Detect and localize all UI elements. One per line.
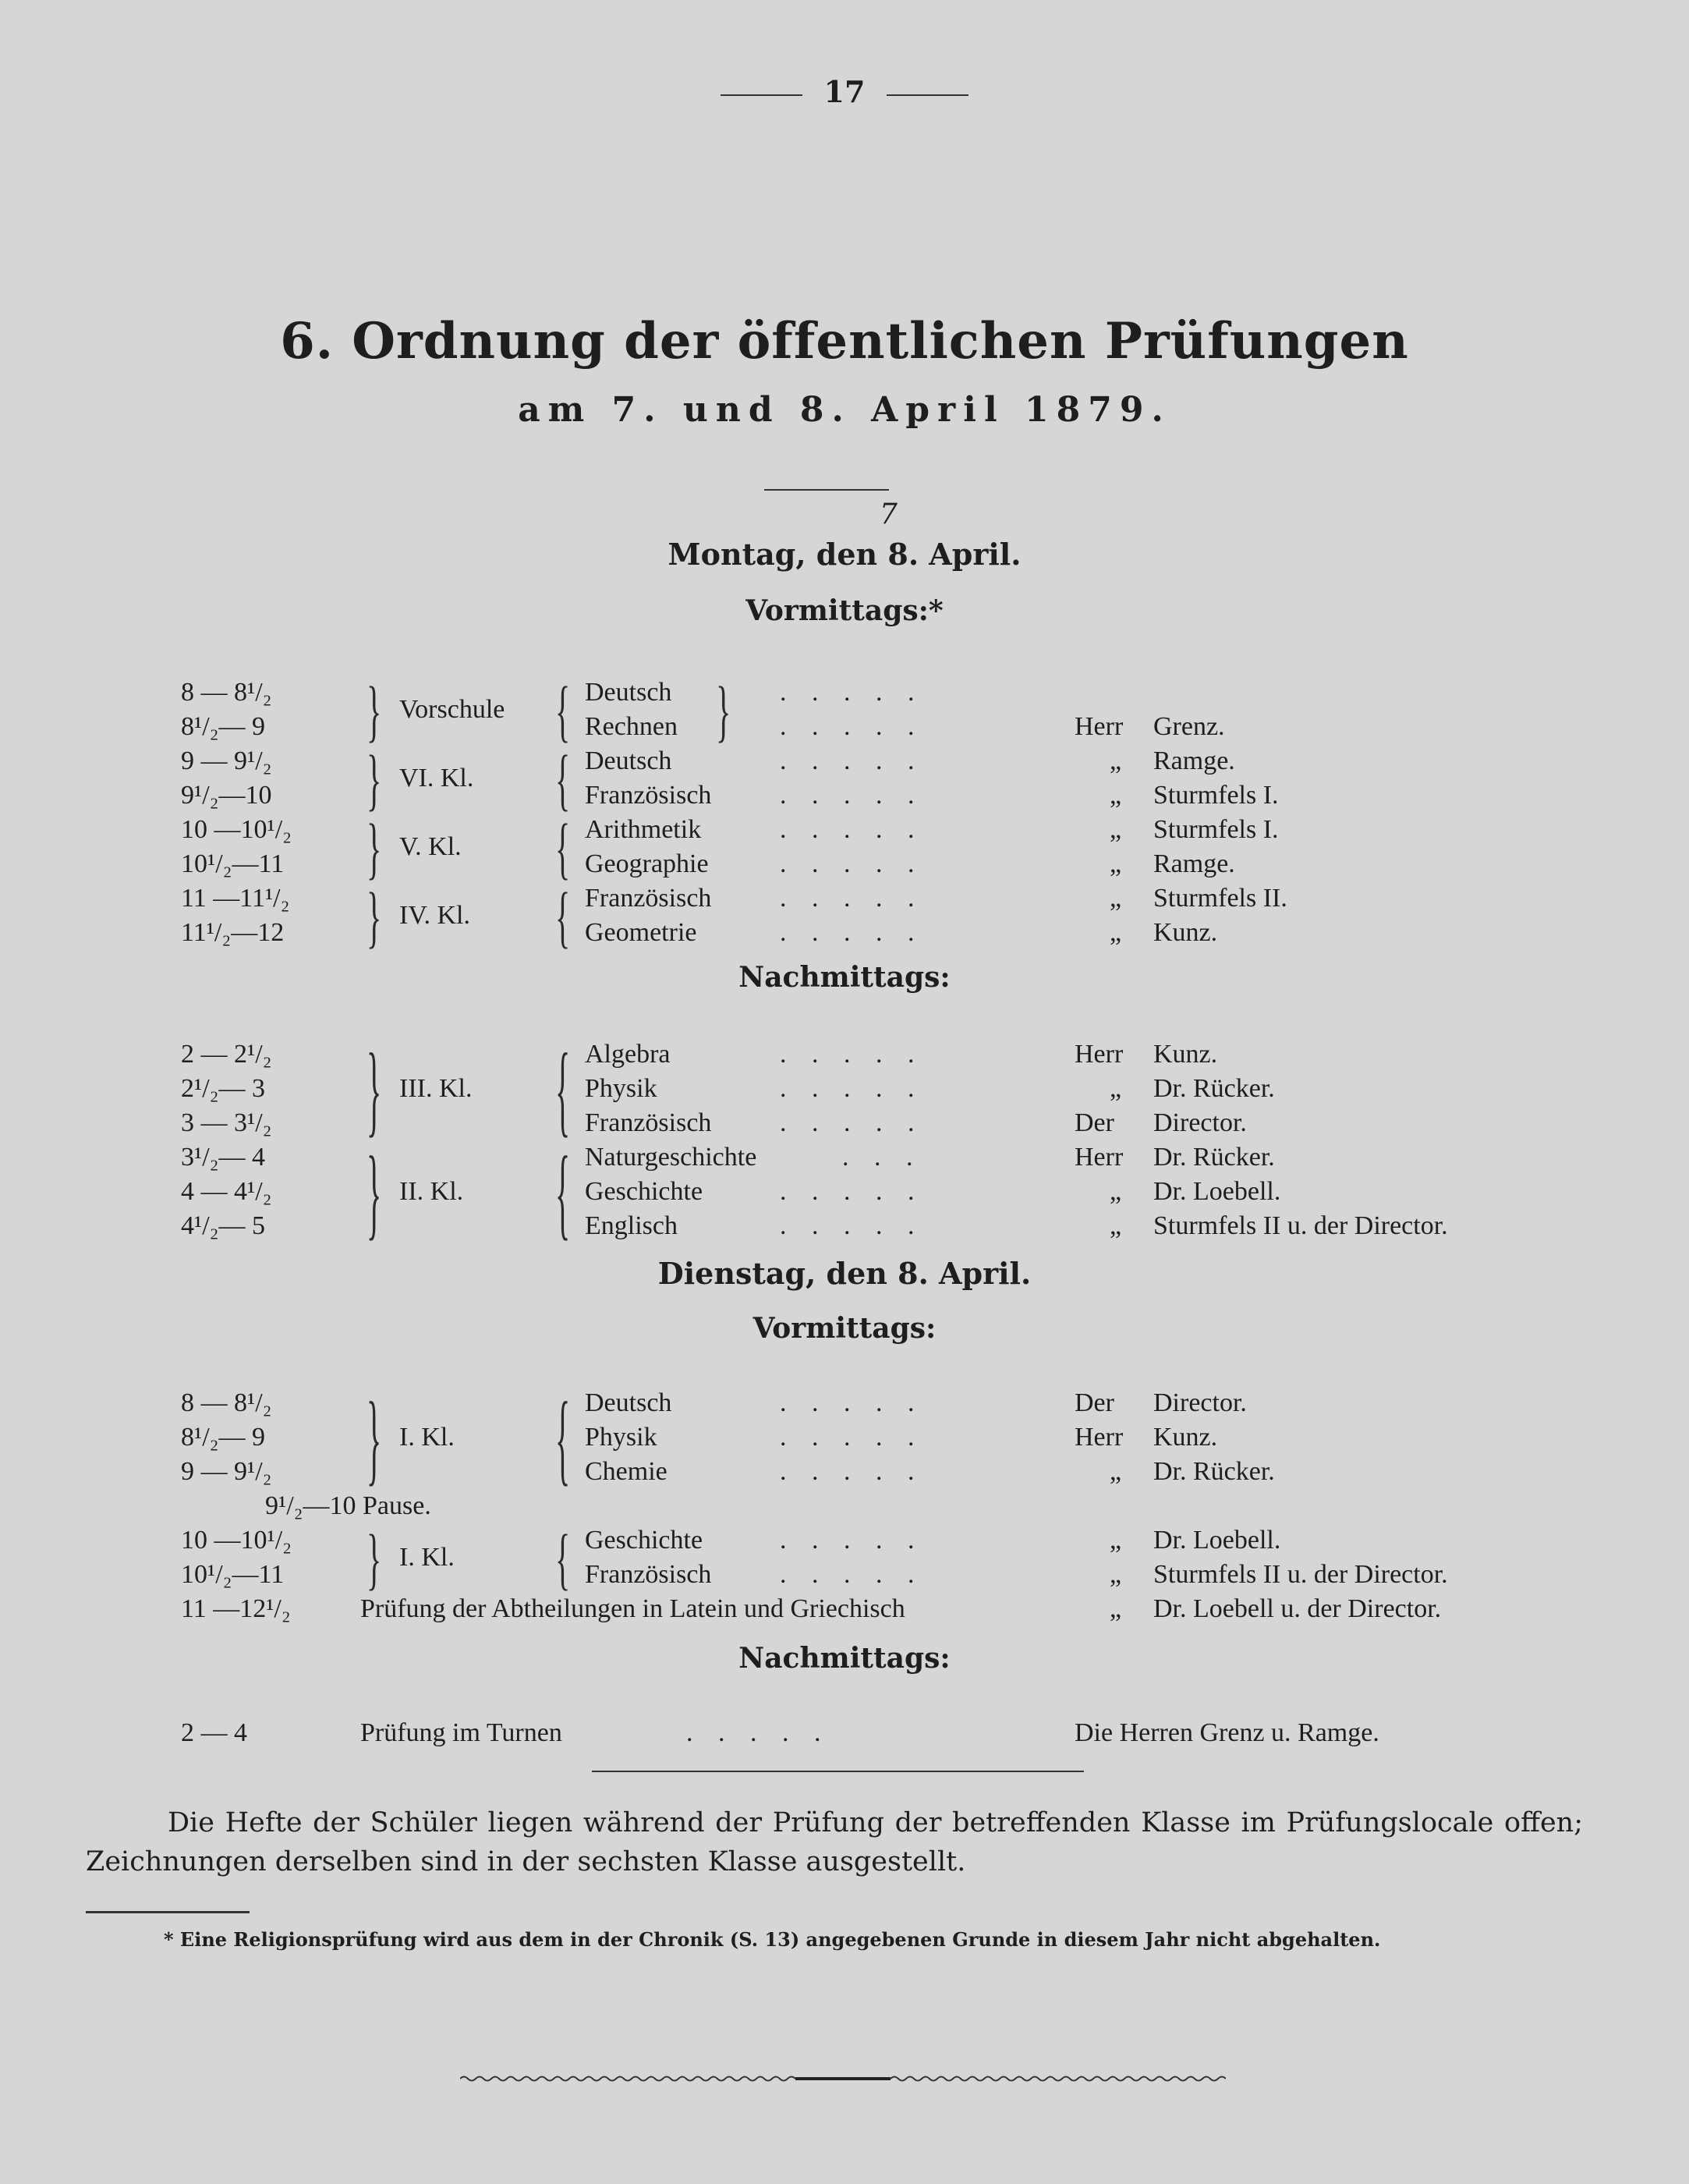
leader-dots: . . . . . <box>780 1074 924 1103</box>
subject-bracket: { <box>555 672 571 750</box>
teacher-prefix: „ <box>1110 1594 1122 1623</box>
subject: Algebra <box>585 1040 671 1069</box>
subject-bracket: { <box>555 1380 571 1496</box>
teacher-prefix: Herr <box>1075 1423 1124 1452</box>
teacher-name: Grenz. <box>1153 712 1225 741</box>
class-label: Vorschule <box>399 695 505 724</box>
teacher-prefix: „ <box>1110 1074 1122 1103</box>
teacher-name: Ramge. <box>1153 746 1235 775</box>
subject: Französisch <box>585 884 712 913</box>
time-slot: 10¹/₂—11 <box>181 849 285 878</box>
leader-dots: . . . . . <box>780 1177 924 1206</box>
time-slot: 3 — 3¹/₂ <box>181 1108 272 1137</box>
class-label: II. Kl. <box>399 1177 464 1206</box>
leader-dots: . . . . . <box>780 1457 924 1486</box>
time-slot: 2 — 2¹/₂ <box>181 1040 272 1069</box>
leader-dots: . . . . . <box>780 849 924 878</box>
leader-dots: . . . <box>842 1143 922 1172</box>
teacher-prefix: „ <box>1110 1560 1122 1589</box>
leader-dots: . . . . . <box>780 1560 924 1589</box>
class-bracket: } <box>366 809 382 887</box>
subject: Physik <box>585 1074 657 1103</box>
footnote-divider <box>86 1911 250 1913</box>
divider <box>721 94 802 96</box>
time-slot: 4 — 4¹/₂ <box>181 1177 272 1206</box>
class-label: I. Kl. <box>399 1543 455 1572</box>
time-slot: 9 — 9¹/₂ <box>181 746 272 775</box>
page-number-text: 17 <box>823 74 866 109</box>
leader-dots: . . . . . <box>780 781 924 810</box>
time-slot: 9 — 9¹/₂ <box>181 1457 272 1486</box>
teacher-prefix: „ <box>1110 781 1122 810</box>
leader-dots: . . . . . <box>780 815 924 844</box>
subject-bracket: { <box>555 1031 571 1147</box>
teacher-name: Kunz. <box>1153 1040 1218 1069</box>
class-bracket: } <box>366 1031 382 1147</box>
subject: Physik <box>585 1423 657 1452</box>
leader-dots: . . . . . <box>780 918 924 947</box>
teacher-prefix: Herr <box>1075 1143 1124 1172</box>
teacher-name: Director. <box>1153 1388 1247 1417</box>
teacher-name: Dr. Loebell. <box>1153 1177 1281 1206</box>
teacher-name: Dr. Rücker. <box>1153 1074 1275 1103</box>
teacher-prefix: „ <box>1110 1526 1122 1555</box>
time-slot: 11 —11¹/₂ <box>181 884 290 913</box>
teacher-name: Die Herren Grenz u. Ramge. <box>1075 1718 1379 1747</box>
leader-dots: . . . . . <box>780 1211 924 1240</box>
teacher-name: Sturmfels I. <box>1153 781 1279 810</box>
teacher-prefix: „ <box>1110 849 1122 878</box>
leader-dots: . . . . . <box>780 884 924 913</box>
teacher-name: Sturmfels II u. der Director. <box>1153 1560 1448 1589</box>
time-slot: 8 — 8¹/₂ <box>181 1388 272 1417</box>
time-slot: 8¹/₂— 9 <box>181 1423 265 1452</box>
class-label: V. Kl. <box>399 832 462 861</box>
subject-bracket: { <box>555 809 571 887</box>
subject-bracket: { <box>555 740 571 818</box>
footnote: * Eine Religionsprüfung wird aus dem in der Chronik (S. 13) angegebenen Grunde in diesem Jahr nicht abgehalten. <box>164 1928 1381 1951</box>
teacher-name: Director. <box>1153 1108 1247 1137</box>
time-slot: 8¹/₂— 9 <box>181 712 265 741</box>
exam-description: Prüfung im Turnen <box>360 1718 562 1747</box>
leader-dots: . . . . . <box>780 1040 924 1069</box>
teacher-name: Sturmfels II. <box>1153 884 1287 913</box>
subject: Deutsch <box>585 746 672 775</box>
period-heading: Vormittags:* <box>745 594 944 627</box>
exam-description: Prüfung der Abtheilungen in Latein und Griechisch <box>360 1594 905 1623</box>
page-subtitle: am 7. und 8. April 1879. <box>518 390 1171 430</box>
subject-bracket: { <box>555 1134 571 1250</box>
leader-dots: . . . . . <box>780 1388 924 1417</box>
divider <box>592 1771 1084 1772</box>
period-heading: Nachmittags: <box>738 961 951 994</box>
leader-dots: . . . . . <box>780 712 924 741</box>
decorative-wavy-rule <box>460 2073 1226 2084</box>
class-label: III. Kl. <box>399 1074 473 1103</box>
day-heading-monday: Montag, den 8. April. <box>667 537 1022 572</box>
teacher-prefix: „ <box>1110 815 1122 844</box>
class-label: IV. Kl. <box>399 901 470 930</box>
class-bracket: } <box>366 1519 382 1597</box>
time-slot: 2¹/₂— 3 <box>181 1074 265 1103</box>
teacher-name: Sturmfels II u. der Director. <box>1153 1211 1448 1240</box>
teacher-name: Sturmfels I. <box>1153 815 1279 844</box>
divider <box>887 94 968 96</box>
teacher-name: Dr. Rücker. <box>1153 1457 1275 1486</box>
day-heading-tuesday: Dienstag, den 8. April. <box>657 1256 1032 1291</box>
class-label: VI. Kl. <box>399 764 474 792</box>
subject: Geographie <box>585 849 709 878</box>
teacher-prefix: Der <box>1075 1108 1114 1137</box>
class-bracket: } <box>366 878 382 956</box>
teacher-prefix: „ <box>1110 918 1122 947</box>
class-bracket: } <box>366 1380 382 1496</box>
teacher-name: Dr. Loebell. <box>1153 1526 1281 1555</box>
subject: Deutsch <box>585 1388 672 1417</box>
subject: Arithmetik <box>585 815 702 844</box>
page-title: 6. Ordnung der öffentlichen Prüfungen <box>280 312 1409 370</box>
teacher-prefix: „ <box>1110 1177 1122 1206</box>
divider <box>764 489 889 491</box>
subject: Geschichte <box>585 1177 703 1206</box>
subject: Französisch <box>585 1108 712 1137</box>
period-heading: Nachmittags: <box>738 1642 951 1675</box>
subject: Französisch <box>585 781 712 810</box>
time-slot: 4¹/₂— 5 <box>181 1211 265 1240</box>
time-slot: 10 —10¹/₂ <box>181 815 292 844</box>
subject-bracket: { <box>555 1519 571 1597</box>
time-slot: 8 — 8¹/₂ <box>181 678 272 707</box>
time-slot: 2 — 4 <box>181 1718 247 1747</box>
teacher-name: Kunz. <box>1153 1423 1218 1452</box>
class-bracket: } <box>366 672 382 750</box>
subject: Rechnen <box>585 712 678 741</box>
leader-dots: . . . . . <box>780 1108 924 1137</box>
subject: Französisch <box>585 1560 712 1589</box>
subject: Geometrie <box>585 918 697 947</box>
leader-dots: . . . . . <box>686 1718 830 1747</box>
class-bracket: } <box>366 1134 382 1250</box>
leader-dots: . . . . . <box>780 1526 924 1555</box>
subject: Deutsch <box>585 678 672 707</box>
teacher-name: Dr. Rücker. <box>1153 1143 1275 1172</box>
teacher-name: Dr. Loebell u. der Director. <box>1153 1594 1442 1623</box>
time-slot: 10 —10¹/₂ <box>181 1526 292 1555</box>
subject-closing-bracket: } <box>716 672 731 750</box>
subject: Chemie <box>585 1457 667 1486</box>
time-slot: 3¹/₂— 4 <box>181 1143 265 1172</box>
page-number <box>0 74 1689 109</box>
note-paragraph: Die Hefte der Schüler liegen während der Prüfung der betreffenden Klasse im Prüfungslocale offen; Zeichnungen derselben sind in der sechsten Klasse ausgestellt. <box>86 1807 1583 1877</box>
subject-bracket: { <box>555 878 571 956</box>
subject: Geschichte <box>585 1526 703 1555</box>
subject: Naturgeschichte <box>585 1143 757 1172</box>
teacher-prefix: „ <box>1110 746 1122 775</box>
handwritten-correction: 7 <box>880 498 898 530</box>
leader-dots: . . . . . <box>780 1423 924 1452</box>
teacher-name: Kunz. <box>1153 918 1218 947</box>
teacher-prefix: „ <box>1110 1457 1122 1486</box>
time-slot: 9¹/₂—10 <box>181 781 272 810</box>
teacher-name: Ramge. <box>1153 849 1235 878</box>
time-slot: 10¹/₂—11 <box>181 1560 285 1589</box>
leader-dots: . . . . . <box>780 678 924 707</box>
subject: Englisch <box>585 1211 678 1240</box>
time-slot: 11¹/₂—12 <box>181 918 285 947</box>
teacher-prefix: Der <box>1075 1388 1114 1417</box>
teacher-prefix: „ <box>1110 884 1122 913</box>
leader-dots: . . . . . <box>780 746 924 775</box>
teacher-prefix: Herr <box>1075 1040 1124 1069</box>
class-label: I. Kl. <box>399 1423 455 1452</box>
period-heading: Vormittags: <box>752 1312 937 1345</box>
pause-row: 9¹/₂—10 Pause. <box>265 1491 431 1520</box>
time-slot: 11 —12¹/₂ <box>181 1594 291 1623</box>
class-bracket: } <box>366 740 382 818</box>
teacher-prefix: „ <box>1110 1211 1122 1240</box>
teacher-prefix: Herr <box>1075 712 1124 741</box>
